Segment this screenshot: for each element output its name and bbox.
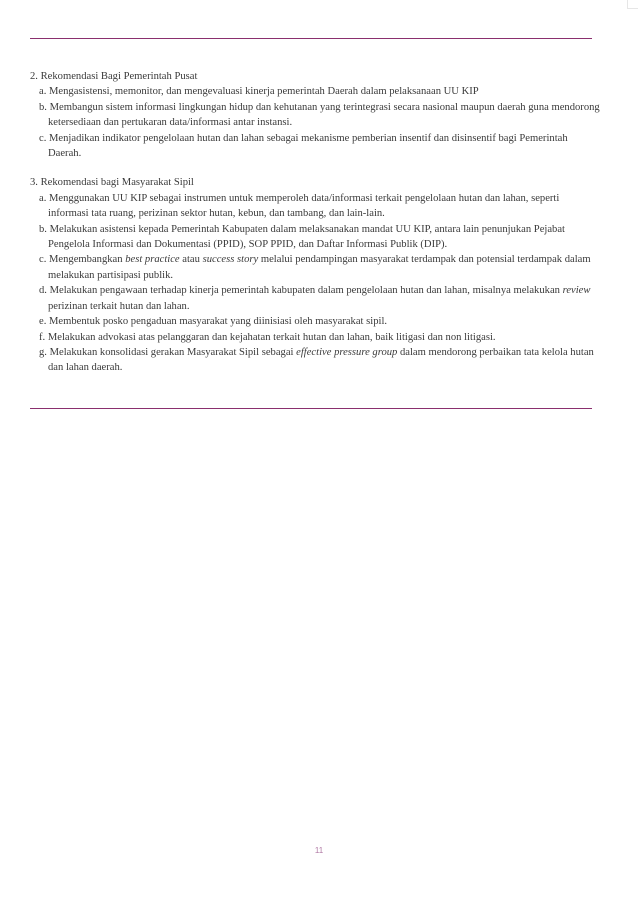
section-title: 3. Rekomendasi bagi Masyarakat Sipil [30,177,194,189]
list-item: a. Mengasistensi, memonitor, dan mengevaluasi kinerja pemerintah Daerah dalam pelaksanaan UU KIP [39,86,479,98]
list-item: f. Melakukan advokasi atas pelanggaran dan kejahatan terkait hutan dan lahan, baik litigasi dan non litigasi. [39,331,496,343]
document-body [30,69,600,376]
list-item: b. Melakukan asistensi kepada Pemerintah Kabupaten dalam melaksanakan mandat UU KIP, antara lain penunjukan Pejabat Pengelola Informasi dan Dokumentasi (PPID), SOP PPID, dan Daftar Informasi Publik (DIP). [39,223,565,251]
list-item: e. Membentuk posko pengaduan masyarakat yang diinisiasi oleh masyarakat sipil. [39,316,388,328]
top-divider [30,38,592,39]
section-title: 2. Rekomendasi Bagi Pemerintah Pusat [30,71,198,82]
list-item: c. Mengembangkan best practice atau success story melalui pendampingan masyarakat terdampak dan potensial terdampak dalam melakukan partisipasi publik. [39,254,591,281]
page-corner-mark [627,0,638,9]
list-item: b. Membangun sistem informasi lingkungan hidup dan kehutanan yang terintegrasi secara nasional maupun daerah guna mendorong ketersediaan dan pertukaran data/informasi antar instansi. [39,101,600,129]
bottom-divider [30,408,592,409]
italic-term: success story [202,254,259,266]
list-item: c. Menjadikan indikator pengelolaan hutan dan lahan sebagai mekanisme pemberian insentif dan disinsentif bagi Pemerintah Daerah. [39,132,568,160]
italic-term: effective pressure group [296,346,398,358]
italic-term: review [562,285,591,297]
page-number: 11 [314,846,324,855]
italic-term: best practice [125,254,180,266]
list-item: g. Melakukan konsolidasi gerakan Masyarakat Sipil sebagai effective pressure group dalam mendorong perbaikan tata kelola hutan dan lahan daerah. [39,346,594,374]
list-item: a. Menggunakan UU KIP sebagai instrumen untuk memperoleh data/informasi terkait pengelolaan hutan dan lahan, seperti informasi tata ruang, perizinan sektor hutan, kebun, dan tambang, dan lain-lain. [39,192,560,220]
list-item: d. Melakukan pengawaan terhadap kinerja pemerintah kabupaten dalam pengelolaan hutan dan lahan, misalnya melakukan review perizinan terkait hutan dan lahan. [39,285,591,312]
